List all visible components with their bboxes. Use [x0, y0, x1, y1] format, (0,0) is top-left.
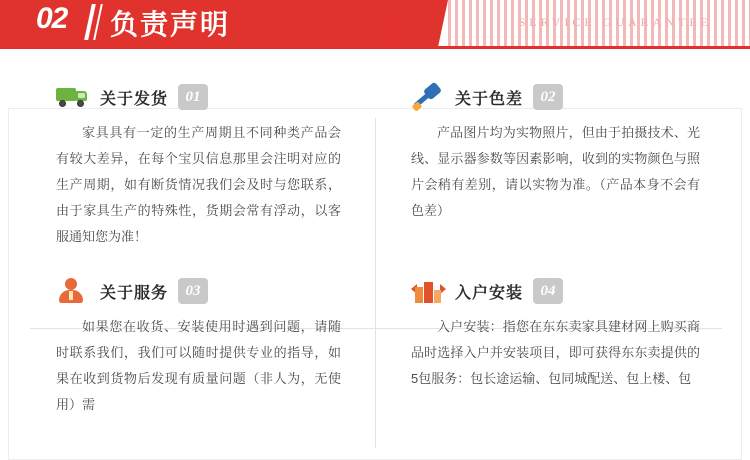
section-badge: 03: [178, 278, 208, 304]
section-text: 入户安装：指您在东东卖家具建材网上购买商品时选择入户并安装项目，即可获得东东卖提供的5包服务：包长途运输、包同城配送、包上楼、包: [411, 319, 700, 386]
section-header: [56, 80, 341, 114]
banner-underline: [0, 46, 750, 49]
banner-english-caption: SERVICE GUARANTEE: [518, 15, 712, 29]
section-text: 产品图片均为实物照片，但由于拍摄技术、光线、显示器参数等因素影响，收到的实物颜色与照片会稍有差别，请以实物为准。（产品本身不会有色差）: [411, 125, 700, 218]
section-shipping: [22, 66, 375, 260]
section-badge: 04: [533, 278, 563, 304]
section-text: 如果您在收货、安装使用时遇到问题，请随时联系我们，我们可以随时提供专业的指导，如果在收到货物后发现有质量问题（非人为，无使用）需: [56, 319, 341, 412]
section-header: [56, 274, 341, 308]
section-badge: 01: [178, 84, 208, 110]
section-header: [411, 80, 700, 114]
section-title: 关于发货: [100, 90, 169, 108]
header-banner: [0, 0, 750, 52]
content-area: [0, 52, 750, 428]
banner-number: 02: [36, 2, 68, 35]
section-badge: 02: [533, 84, 563, 110]
section-service: [22, 260, 375, 428]
section-title: 关于服务: [100, 284, 169, 302]
truck-icon: [56, 82, 90, 112]
customer-service-icon: [56, 276, 90, 306]
section-header: [411, 274, 700, 308]
banner-title: 负责声明: [110, 9, 231, 40]
sections-grid: [22, 66, 728, 428]
paint-brush-icon: [411, 82, 445, 112]
banner-subtitle: 售后保障！: [272, 15, 377, 37]
delivery-boxes-icon: [411, 276, 445, 306]
section-title: 入户安装: [455, 284, 524, 302]
section-title: 关于色差: [455, 90, 524, 108]
section-home-installation: [375, 260, 728, 428]
section-color-difference: [375, 66, 728, 260]
section-text: 家具具有一定的生产周期且不同种类产品会有较大差异，在每个宝贝信息那里会注明对应的生产周期，如有断货情况我们会及时与您联系，由于家具生产的特殊性，货期会常有浮动，以客服通知您为准！: [56, 125, 341, 244]
